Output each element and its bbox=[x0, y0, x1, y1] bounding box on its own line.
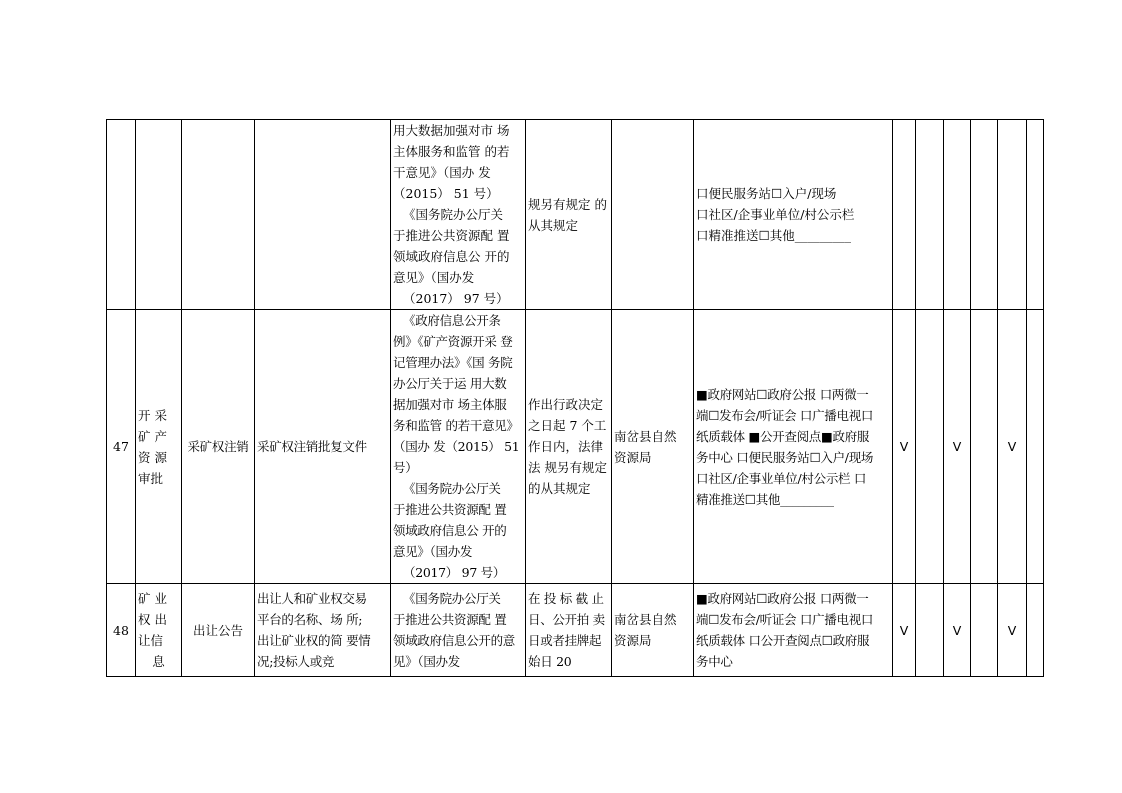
basis-line: 号） bbox=[393, 460, 418, 475]
category-line: 权 出 bbox=[138, 612, 167, 627]
cell-item: 出让公告 bbox=[182, 584, 255, 677]
cell-subject bbox=[612, 584, 694, 677]
basis-line: （2015） 51 号） bbox=[393, 186, 499, 201]
cell-mark: V bbox=[893, 310, 916, 584]
cell-mark bbox=[893, 120, 916, 310]
basis-line: 据加强对市 场主体服 bbox=[393, 397, 507, 412]
cell-basis bbox=[391, 120, 526, 310]
time-line: 之日起 7 个工 bbox=[528, 418, 607, 433]
category-line: 矿 业 bbox=[138, 591, 167, 606]
cell-category bbox=[136, 120, 182, 310]
basis-line: 《政府信息公开条 bbox=[403, 313, 501, 328]
time-line: 从其规定 bbox=[528, 217, 579, 233]
cell-mark bbox=[1027, 120, 1044, 310]
channel-line: ■政府网站☐政府公报 口两微一 bbox=[696, 591, 869, 606]
cell-mark bbox=[916, 584, 944, 677]
channel-line: 务中心 口便民服务站☐入户/现场 bbox=[696, 449, 874, 465]
basis-line: 例》《矿产资源开采 登 bbox=[393, 334, 513, 349]
cell-mark bbox=[1027, 310, 1044, 584]
cell-mark bbox=[916, 310, 944, 584]
time-line: 日、公开拍 卖 bbox=[528, 612, 605, 627]
disclosure-table bbox=[106, 119, 1044, 677]
subject-line: 南岔县自然 bbox=[614, 428, 677, 444]
basis-line: 办公厅关于运 用大数 bbox=[393, 376, 507, 391]
cell-channel bbox=[694, 120, 893, 310]
channel-line: 端☐发布会/听证会 口广播电视口 bbox=[696, 612, 874, 627]
cell-mark bbox=[998, 120, 1027, 310]
basis-line: 见》（国办发 bbox=[393, 654, 460, 669]
channel-line: 口便民服务站☐入户/现场 bbox=[696, 186, 837, 201]
cell-mark: V bbox=[998, 584, 1027, 677]
category-line: 资 源 bbox=[138, 449, 167, 465]
subject-line: 资源局 bbox=[614, 633, 652, 648]
time-line: 规另有规定 的 bbox=[528, 196, 607, 212]
channel-line: 口精准推送☐其他_________ bbox=[696, 228, 851, 243]
cell-basis bbox=[391, 310, 526, 584]
cell-mark: V bbox=[893, 584, 916, 677]
cell-no: 47 bbox=[107, 310, 136, 584]
content-line: 出让矿业权的简 要情 bbox=[257, 633, 371, 648]
basis-line: 于推进公共资源配 置 bbox=[393, 228, 510, 243]
time-line: 日或者挂牌起 bbox=[528, 633, 602, 648]
cell-mark bbox=[916, 120, 944, 310]
category-line: 审批 bbox=[138, 470, 164, 486]
channel-line: ■政府网站☐政府公报 口两微一 bbox=[696, 386, 869, 402]
basis-line: 《国务院办公厅关 bbox=[403, 481, 501, 496]
cell-item: 采矿权注销 bbox=[182, 310, 255, 584]
basis-line: （国办 发（2015） 51 bbox=[393, 439, 520, 454]
basis-line: 领域政府信息公 开的 bbox=[393, 249, 510, 264]
basis-line: （2017） 97 号） bbox=[403, 565, 506, 580]
cell-channel bbox=[694, 584, 893, 677]
table-row-47 bbox=[107, 310, 1044, 584]
channel-line: 口社区/企事业单位/村公示栏 bbox=[696, 207, 855, 222]
basis-line: 领域政府信息公 开的 bbox=[393, 523, 507, 538]
cell-mark: V bbox=[944, 310, 971, 584]
channel-line: 纸质载体 口公开查阅点☐政府服 bbox=[696, 633, 870, 648]
cell-mark: V bbox=[998, 310, 1027, 584]
cell-mark bbox=[944, 120, 971, 310]
time-line: 法 规另有规定 bbox=[528, 460, 607, 475]
basis-line: 《国务院办公厅关 bbox=[403, 591, 501, 606]
time-line: 在 投 标 截 止 bbox=[528, 591, 604, 606]
cell-mark bbox=[971, 120, 998, 310]
basis-line: 用大数据加强对市 场 bbox=[393, 123, 510, 138]
content-line: 平台的名称、场 所; bbox=[257, 612, 363, 627]
basis-line: 意见》（国办发 bbox=[393, 270, 475, 285]
cell-category bbox=[136, 310, 182, 584]
basis-line: 主体服务和监管 的若 bbox=[393, 144, 510, 159]
cell-subject bbox=[612, 310, 694, 584]
cell-mark bbox=[971, 310, 998, 584]
channel-line: 纸质载体 ■公开查阅点■政府服 bbox=[696, 428, 870, 444]
cell-subject bbox=[612, 120, 694, 310]
channel-line: 务中心 bbox=[696, 654, 733, 669]
cell-content bbox=[255, 584, 391, 677]
cell-content bbox=[255, 120, 391, 310]
content-line: 况;投标人或竞 bbox=[257, 654, 335, 669]
cell-content: 采矿权注销批复文件 bbox=[255, 310, 391, 584]
time-line: 作出行政决定 bbox=[528, 397, 604, 412]
cell-no bbox=[107, 120, 136, 310]
cell-time-limit bbox=[526, 310, 612, 584]
basis-line: 于推进公共资源配 置 bbox=[393, 502, 507, 517]
cell-basis bbox=[391, 584, 526, 677]
table-row-continued bbox=[107, 120, 1044, 310]
subject-line: 南岔县自然 bbox=[614, 612, 677, 627]
subject-line: 资源局 bbox=[614, 449, 652, 465]
basis-line: 干意见》（国办 发 bbox=[393, 165, 491, 180]
content-line: 出让人和矿业权交易 bbox=[257, 591, 367, 606]
basis-line: 于推进公共资源配 置 bbox=[393, 612, 507, 627]
cell-no: 48 bbox=[107, 584, 136, 677]
cell-mark bbox=[971, 584, 998, 677]
channel-line: 精准推送☐其他_________ bbox=[696, 491, 834, 507]
cell-item bbox=[182, 120, 255, 310]
time-line: 作日内，法律 bbox=[528, 439, 604, 454]
category-line: 让信 bbox=[138, 633, 164, 648]
channel-line: 端☐发布会/听证会 口广播电视口 bbox=[696, 407, 874, 423]
cell-channel bbox=[694, 310, 893, 584]
basis-line: 记管理办法》《国 务院 bbox=[393, 355, 513, 370]
channel-line: 口社区/企事业单位/村公示栏 口 bbox=[696, 470, 867, 486]
cell-category bbox=[136, 584, 182, 677]
time-line: 的从其规定 bbox=[528, 481, 591, 496]
basis-line: （2017） 97 号） bbox=[403, 291, 509, 306]
cell-mark bbox=[1027, 584, 1044, 677]
category-line: 息 bbox=[152, 654, 165, 669]
basis-line: 《国务院办公厅关 bbox=[403, 207, 504, 222]
time-line: 始日 20 bbox=[528, 654, 572, 669]
basis-line: 意见》（国办发 bbox=[393, 544, 473, 559]
basis-line: 务和监管 的若干意见》 bbox=[393, 418, 519, 433]
category-line: 开 采 bbox=[138, 407, 167, 423]
basis-line: 领域政府信息公开的意 bbox=[393, 633, 516, 648]
cell-mark: V bbox=[944, 584, 971, 677]
cell-time-limit bbox=[526, 120, 612, 310]
category-line: 矿 产 bbox=[138, 428, 167, 444]
table-row-48 bbox=[107, 584, 1044, 677]
cell-time-limit bbox=[526, 584, 612, 677]
